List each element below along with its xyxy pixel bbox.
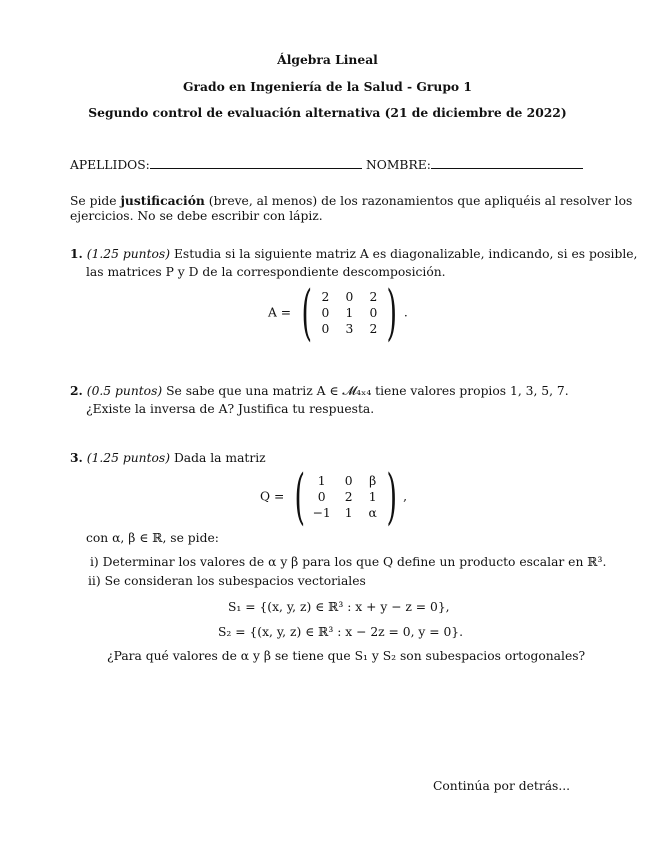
instructions-line2: ejercicios. No se debe escribir con lápiz. [70,209,323,223]
subspace-s2: S₂ = {(x, y, z) ∈ ℝ³ : x − 2z = 0, y = 0}. [218,625,464,639]
course-title: Álgebra Lineal [277,52,378,67]
question-1-line2: las matrices P y D de la correspondiente descomposición. [86,265,446,279]
question-3-condition: con α, β ∈ ℝ, se pide: [86,531,219,545]
matrix-q: Q = ( 1 0 β 0 2 1 −1 1 α ) , [260,462,407,532]
question-3-item-2: ii) Se consideran los subespacios vectoriales [88,574,366,588]
surname-label: APELLIDOS: [70,158,150,172]
exam-title: Segundo control de evaluación alternativa (21 de diciembre de 2022) [88,105,567,120]
question-3-orthogonal: ¿Para qué valores de α y β se tiene que S₁ y S₂ son subespacios ortogonales? [107,649,586,663]
question-3-item-1: i) Determinar los valores de α y β para los que Q define un producto escalar en ℝ³. [90,555,607,569]
continue-note: Continúa por detrás... [433,779,571,793]
name-field [366,158,583,172]
question-2-line2: ¿Existe la inversa de A? Justifica tu respuesta. [86,402,375,416]
surname-field [70,158,362,172]
degree-title: Grado en Ingeniería de la Salud - Grupo 1 [183,79,472,94]
subspace-s1: S₁ = {(x, y, z) ∈ ℝ³ : x + y − z = 0}, [228,600,450,614]
question-1-line1: 1. (1.25 puntos) Estudia si la siguiente matriz A es diagonalizable, indicando, si es posible, [70,246,638,261]
name-line[interactable] [431,167,583,169]
surname-line[interactable] [150,167,362,169]
question-3-line1: 3. (1.25 puntos) Dada la matriz [70,450,266,465]
matrix-a: A = ( 2 0 2 0 1 0 0 3 2 ) . [268,278,408,348]
name-label: NOMBRE: [366,158,431,172]
question-2-line1: 2. (0.5 puntos) Se sabe que una matriz A ∈ 𝓜₄ₓ₄ tiene valores propios 1, 3, 5, 7. [70,383,569,398]
instructions-line1: Se pide justificación (breve, al menos) de los razonamientos que apliquéis al resolver los [70,193,633,208]
